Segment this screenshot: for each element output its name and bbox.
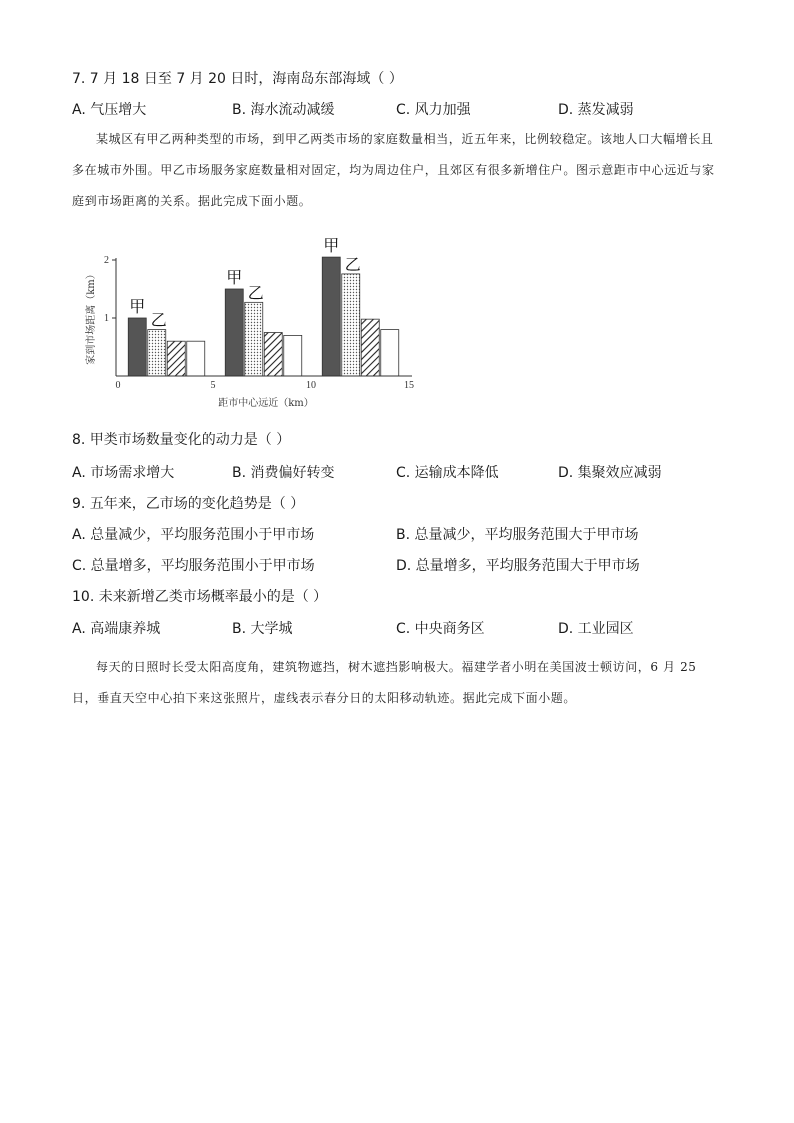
x-tick-15: 15 bbox=[404, 380, 414, 391]
q9-option-d: D. 总量增多，平均服务范围大于甲市场 bbox=[396, 558, 640, 574]
bar-group2-series4 bbox=[284, 335, 302, 376]
bar-group3-series2 bbox=[342, 274, 360, 376]
bars-layer bbox=[128, 254, 399, 376]
bar-group3-series1 bbox=[322, 257, 340, 376]
q10-option-b: B. 大学城 bbox=[232, 621, 293, 637]
q9-option-b: B. 总量减少，平均服务范围大于甲市场 bbox=[396, 527, 639, 543]
q8-option-d: D. 集聚效应减弱 bbox=[558, 465, 662, 481]
q8-option-c: C. 运输成本降低 bbox=[396, 465, 499, 481]
bar-group2-series2 bbox=[245, 302, 263, 376]
q7-option-d: D. 蒸发减弱 bbox=[558, 102, 634, 118]
bar-label-yi-group1: 乙 bbox=[150, 310, 167, 330]
bar-label-yi-group3: 乙 bbox=[344, 254, 361, 274]
q7-option-c: C. 风力加强 bbox=[396, 102, 471, 118]
y-axis-label: 家到市场距离（km） bbox=[86, 269, 97, 365]
y-tick-2: 2 bbox=[104, 255, 109, 266]
q8-option-b: B. 消费偏好转变 bbox=[232, 465, 335, 481]
market-distance-chart bbox=[82, 228, 422, 413]
q10-option-a: A. 高端康养城 bbox=[72, 621, 161, 637]
y-tick-1: 1 bbox=[104, 313, 109, 324]
bar-label-jia-group3: 甲 bbox=[323, 236, 340, 256]
q7-option-a: A. 气压增大 bbox=[72, 102, 147, 118]
bar-label-jia-group1: 甲 bbox=[129, 297, 146, 316]
bar-label-yi-group2: 乙 bbox=[247, 283, 264, 303]
x-tick-5: 5 bbox=[210, 380, 216, 391]
passage-market: 某城区有甲乙两种类型的市场，到甲乙两类市场的家庭数量相当，近五年来，比例较稳定。该地人口大幅增长且多在城市外围。甲乙市场服务家庭数量相对固定，均为周边住户，且郊区有很多新增住户。图示意距市中心远近与家庭到市场距离的关系。据此完成下面小题。 bbox=[72, 132, 715, 208]
bar-group3-series4 bbox=[381, 330, 399, 376]
q10-option-c: C. 中央商务区 bbox=[396, 621, 485, 637]
bar-group1-series2 bbox=[148, 330, 166, 376]
bar-label-jia-group2: 甲 bbox=[226, 268, 243, 287]
x-tick-0: 0 bbox=[115, 380, 121, 391]
question-8-stem: 8. 甲类市场数量变化的动力是（ ） bbox=[72, 432, 291, 448]
question-7-stem: 7. 7 月 18 日至 7 月 20 日时，海南岛东部海域（ ） bbox=[72, 71, 403, 87]
bar-group2-series1 bbox=[225, 289, 243, 376]
q9-option-a: A. 总量减少，平均服务范围小于甲市场 bbox=[72, 527, 315, 543]
question-10-stem: 10. 未来新增乙类市场概率最小的是（ ） bbox=[72, 589, 328, 605]
x-axis-label: 距市中心远近（km） bbox=[218, 398, 314, 409]
q10-option-d: D. 工业园区 bbox=[558, 621, 634, 637]
q8-option-a: A. 市场需求增大 bbox=[72, 465, 175, 481]
passage-sunlight: 每天的日照时长受太阳高度角，建筑物遮挡，树木遮挡影响极大。福建学者小明在美国波士顿访问，6 月 25 日，垂直天空中心拍下来这张照片，虚线表示春分日的太阳移动轨迹。据此完成下面小题。 bbox=[72, 660, 697, 705]
bar-group1-series1 bbox=[128, 318, 146, 376]
bar-group1-series4 bbox=[187, 341, 205, 376]
q9-option-c: C. 总量增多，平均服务范围小于甲市场 bbox=[72, 558, 315, 574]
q7-option-b: B. 海水流动减缓 bbox=[232, 102, 335, 118]
bar-group1-series3 bbox=[167, 341, 185, 376]
bar-group2-series3 bbox=[264, 333, 282, 377]
x-tick-10: 10 bbox=[306, 380, 316, 391]
bar-group3-series3 bbox=[361, 319, 379, 376]
ticks-layer bbox=[112, 260, 116, 318]
question-9-stem: 9. 五年来，乙市场的变化趋势是（ ） bbox=[72, 496, 305, 512]
